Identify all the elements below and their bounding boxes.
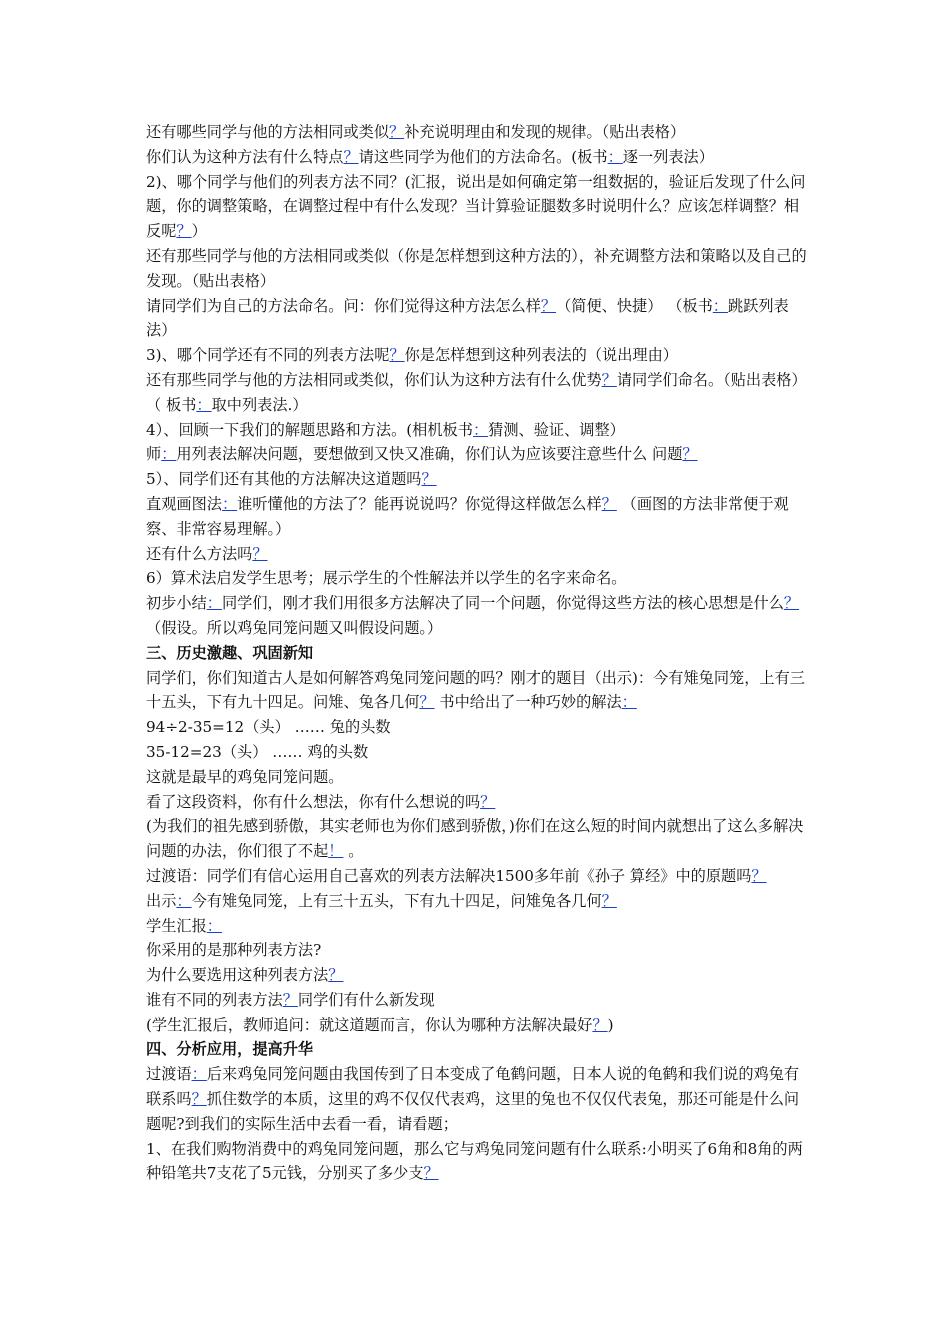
text-run: 6）算术法启发学生思考；展示学生的个性解法并以学生的名字来命名。 [146, 569, 627, 588]
paragraph [146, 467, 810, 492]
text-run: 取中列表法.） [211, 395, 308, 414]
paragraph [146, 889, 810, 914]
text-run: 4）、回顾一下我们的解题思路和方法。(相机板书 [146, 420, 473, 439]
text-run: 这就是最早的鸡兔同笼问题。 [146, 767, 344, 786]
underlined-mark: ： [161, 445, 177, 464]
paragraph [146, 765, 810, 790]
text-run: 师 [146, 445, 162, 464]
paragraph [146, 343, 810, 368]
underlined-mark: ？ [592, 1015, 608, 1034]
underlined-mark: ？ [191, 1090, 207, 1109]
underlined-mark: ？ [682, 445, 698, 464]
text-run: 为什么要选用这种列表方法 [146, 966, 329, 985]
underlined-mark: ？ [421, 470, 437, 489]
text-run: 用列表法解决问题，要想做到又快又准确，你们认为应该要注意些什么 问题 [176, 445, 683, 464]
text-run: 请同学们命名。（贴出表格） [616, 370, 807, 389]
underlined-mark: ： [206, 916, 222, 935]
text-run: 你是怎样想到这种列表法的（说出理由） [404, 346, 678, 365]
section-heading [146, 1037, 810, 1062]
text-run: （简便、快捷） （板书 [556, 296, 713, 315]
paragraph [146, 244, 810, 294]
text-run: (学生汇报后，教师追问：就这道题而言，你认为哪种方法解决最好 [146, 1015, 593, 1034]
document-body [146, 120, 810, 1186]
text-run: 猜测、验证、调整） [488, 420, 625, 439]
underlined-mark: ？ [389, 346, 405, 365]
paragraph [146, 914, 810, 939]
text-run: 同学们，刚才我们用很多方法解决了同一个问题，你觉得这些方法的核心思想是什么 [221, 594, 784, 613]
text-run: 直观画图法 [146, 494, 222, 513]
paragraph [146, 120, 810, 145]
text-run: （假设。所以鸡兔同笼问题又叫假设问题。） [146, 618, 443, 637]
text-run: 94÷2-35=12（头） …… 兔的头数 [146, 718, 391, 737]
paragraph [146, 145, 810, 170]
text-run: 今有雉兔同笼，上有三十五头，下有九十四足，问雉兔各几何 [191, 891, 602, 910]
underlined-mark: ？ [601, 370, 617, 389]
underlined-mark: ？ [343, 147, 359, 166]
underlined-mark: ： [472, 420, 489, 439]
text-run: 同学们有什么新发现 [297, 990, 435, 1009]
underlined-mark: ？ [423, 1164, 439, 1183]
text-run: 看了这段资料，你有什么想法，你有什么想说的吗 [146, 792, 481, 811]
underlined-mark: ？ [419, 693, 435, 712]
paragraph [146, 542, 810, 567]
text-run: 出示 [146, 891, 177, 910]
paragraph [146, 492, 810, 542]
text-run: 你们认为这种方法有什么特点 [146, 147, 344, 166]
text-run: 学生汇报 [146, 916, 207, 935]
text-run: 还有那些同学与他的方法相同或类似，你们认为这种方法有什么优势 [146, 370, 602, 389]
text-run: 四、分析应用，提高升华 [146, 1040, 314, 1059]
text-run: 过渡语 [146, 1065, 192, 1084]
text-run: 还有什么方法吗 [146, 544, 253, 563]
underlined-mark: ？ [601, 891, 617, 910]
text-run: (为我们的祖先感到骄傲，其实老师也为你们感到骄傲，)你们在这么短的时间内就想出了这么多解决问题的办法，你们很了不起 [146, 817, 804, 861]
underlined-mark: ？ [601, 494, 617, 513]
underlined-mark: ？ [282, 990, 298, 1009]
text-run: 后来鸡兔同笼问题由我国传到了日本变成了龟鹤问题，日本人说的龟鹤和我们说的鸡兔有联系吗 [146, 1065, 800, 1109]
paragraph [146, 814, 810, 864]
underlined-mark: ？ [540, 296, 557, 315]
paragraph [146, 1137, 810, 1187]
underlined-mark: ？ [783, 594, 800, 613]
text-run: 1、在我们购物消费中的鸡兔同笼问题，那么它与鸡兔同笼问题有什么联系:小明买了6角和8角的两种铅笔共7支花了5元钱，分别买了多少支 [146, 1139, 803, 1183]
paragraph [146, 963, 810, 988]
text-run: 三、历史激趣、巩固新知 [146, 643, 314, 662]
paragraph [146, 591, 810, 641]
underlined-mark: ： [221, 494, 238, 513]
text-run: 还有那些同学与他的方法相同或类似（你是怎样想到这种方法的），补充调整方法和策略以及自己的发现。（贴出表格） [146, 246, 807, 290]
text-run: 还有哪些同学与他的方法相同或类似 [146, 123, 389, 141]
paragraph [146, 740, 810, 765]
paragraph [146, 666, 810, 716]
text-run: ) [607, 1015, 614, 1034]
paragraph [146, 418, 810, 443]
underlined-mark: ： [621, 693, 637, 712]
underlined-mark: ！ [328, 842, 344, 861]
text-run: 3)、哪个同学还有不同的列表方法呢 [146, 346, 390, 365]
paragraph [146, 170, 810, 244]
text-run: 谁有不同的列表方法 [146, 990, 283, 1009]
text-run: 请这些同学为他们的方法命名。(板书 [358, 147, 608, 166]
section-heading [146, 641, 810, 666]
paragraph [146, 294, 810, 344]
underlined-mark: ： [191, 1065, 207, 1084]
text-run: （画图的方法非常便于观察、非常容易理解。） [146, 494, 789, 538]
paragraph [146, 864, 810, 889]
text-run: 过渡语：同学们有信心运用自己喜欢的列表方法解决1500多年前《孙子 算经》中的原题吗 [146, 866, 752, 885]
paragraph [146, 938, 810, 963]
text-run: 2)、哪个同学与他们的列表方法不同？(汇报，说出是如何确定第一组数据的，验证后发现了什么问题，你的调整策略，在调整过程中有什么发现？当计算验证腿数多时说明什么？应该怎样调整？相反呢 [146, 172, 806, 241]
paragraph [146, 790, 810, 815]
text-run: 谁听懂他的方法了？能再说说吗？你觉得这样做怎么样 [237, 494, 602, 513]
text-run: 。 [343, 842, 364, 861]
underlined-mark: ？ [389, 123, 405, 141]
text-run: 跳跃列表法） [146, 296, 789, 340]
paragraph [146, 715, 810, 740]
paragraph [146, 988, 810, 1013]
underlined-mark: ： [607, 147, 623, 166]
underlined-mark: ？ [252, 544, 268, 563]
underlined-mark: ？ [480, 792, 496, 811]
text-run: 请同学们为自己的方法命名。问：你们觉得这种方法怎么样 [146, 296, 541, 315]
paragraph [146, 368, 810, 393]
text-run: （ 板书 [146, 395, 197, 414]
underlined-mark: ： [176, 891, 192, 910]
text-run: 抓住数学的本质，这里的鸡不仅仅代表鸡，这里的兔也不仅仅代表兔，那还可能是什么问题呢?到我们的实际生活中去看一看，请看题； [146, 1090, 800, 1133]
text-run: 5）、同学们还有其他的方法解决这道题吗 [146, 470, 422, 489]
paragraph [146, 1013, 810, 1038]
underlined-mark: ： [196, 395, 212, 414]
underlined-mark: ？ [751, 866, 767, 885]
text-run: 书中给出了一种巧妙的解法 [434, 693, 622, 712]
text-run: ） [191, 222, 207, 241]
text-run: 你采用的是那种列表方法? [146, 941, 322, 960]
paragraph [146, 393, 810, 418]
text-run: 补充说明理由和发现的规律。（贴出表格） [404, 123, 686, 141]
text-run: 逐一列表法） [622, 147, 714, 166]
paragraph [146, 566, 810, 591]
underlined-mark: ？ [176, 222, 192, 241]
underlined-mark: ？ [328, 966, 344, 985]
text-run: 35-12=23（头） …… 鸡的头数 [146, 742, 369, 761]
text-run: 同学们，你们知道古人是如何解答鸡兔同笼问题的吗？刚才的题目（出示)：今有雉兔同笼，上有三十五头，下有九十四足。问雉、兔各几何 [146, 668, 805, 712]
paragraph [146, 442, 810, 467]
underlined-mark: ： [712, 296, 728, 315]
text-run: 初步小结 [146, 594, 207, 613]
paragraph [146, 1062, 810, 1136]
underlined-mark: ： [206, 594, 222, 613]
